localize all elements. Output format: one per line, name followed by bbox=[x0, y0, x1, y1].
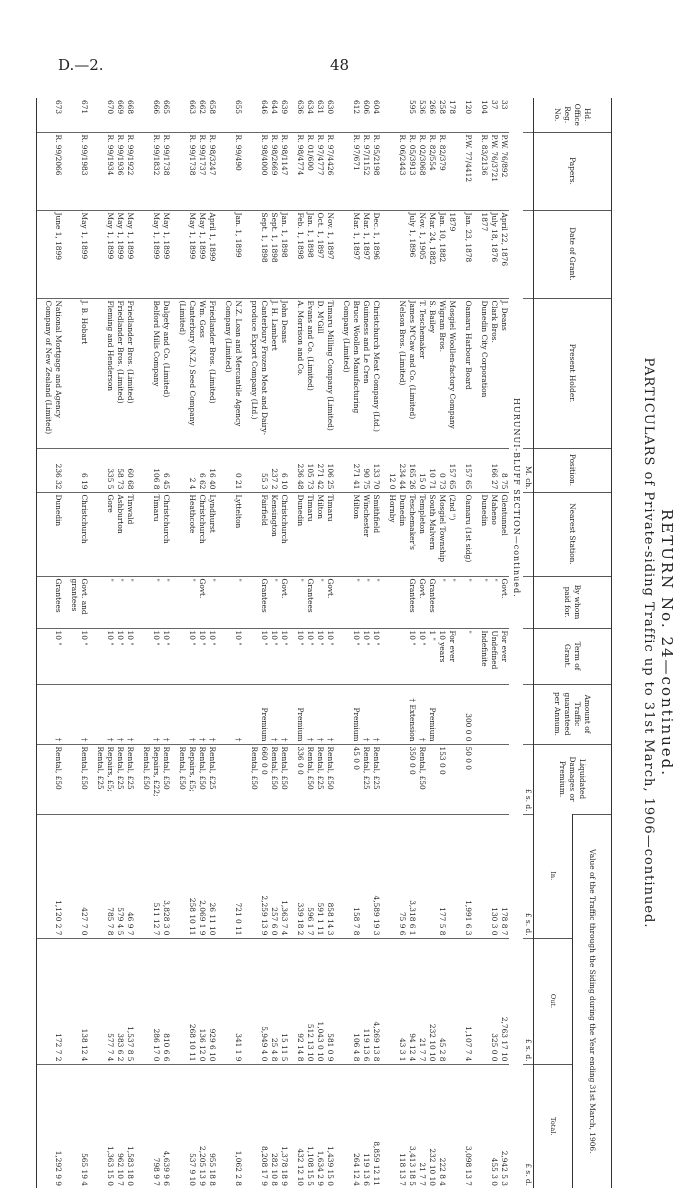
cell-total: 222 8 4 232 10 10 21 7 7 3,413 18 5 118 13 7 bbox=[387, 1064, 457, 1188]
cell-out: 4,269 13 8 119 13 6 106 4 8 bbox=[341, 938, 381, 1064]
cell-damages: Rental, £25 Rental, £50 Repairs, £5; Rental, £50 bbox=[177, 744, 217, 814]
cell-in: 177 5 8 3,318 6 1 75 9 6 bbox=[387, 814, 457, 938]
cell-reg: 33 37 104 bbox=[480, 100, 509, 115]
cell-holder: Friedlander Bros. (Limited) Wm. Goss Canterbury (N.Z.) Seed Company (Limited) bbox=[177, 298, 217, 448]
cell-station: Dunedin bbox=[43, 492, 63, 576]
cell-holder: Mosgiel Woollen-factory Company Wigram Bros. S. Bailey T. Teschemaker James M'Caw and Co. (Limited) Nelson Bros. (Limited) bbox=[387, 298, 457, 448]
cell-total: 1,439 15 0 1,634 2 9 1,108 15 5 432 12 10 bbox=[295, 1064, 335, 1188]
cell-pos: 0 21 bbox=[223, 448, 243, 492]
cell-holder: Friedlander Bros. (Limited) Friedlander Bros. (Limited) Fleming and Henderson bbox=[95, 298, 135, 448]
cell-reg: 630 631 634 636 bbox=[296, 100, 335, 115]
cell-pos: 157 65 0 73 10 71 15 0 165 26 234 44 12 0 bbox=[387, 448, 457, 492]
cell-in: 1,991 6 3 bbox=[463, 814, 473, 938]
col-amount: Amount of Traffic guaranteed per Annum. bbox=[534, 684, 612, 744]
cell-date: Jan. 1, 1899 bbox=[223, 210, 243, 298]
cell-damages: Rental, £25 Rental, £25 Repairs, £5; Rental, £25 bbox=[95, 744, 135, 814]
cell-total: 1,292 9 9 bbox=[43, 1064, 63, 1188]
cell-damages: Rental, £50 bbox=[43, 744, 63, 814]
cell-out: 929 6 10 136 12 0 268 10 11 bbox=[177, 938, 217, 1064]
return-title: RETURN No. 24—continued. bbox=[658, 508, 676, 778]
cell-amount: † † † bbox=[95, 684, 135, 744]
cell-papers: R. 99/2066 bbox=[43, 132, 63, 210]
cell-amount bbox=[479, 684, 509, 744]
cell-out: 1,107 7 4 bbox=[463, 938, 473, 1064]
cell-reg: 178 258 266 536 595 bbox=[408, 100, 457, 115]
cell-station: Glentunnel Maheno Dunedin bbox=[479, 492, 509, 576]
cell-station: Smithfield Winchester Milton bbox=[341, 492, 381, 576]
cell-pos: 8 75 166 27 bbox=[479, 448, 509, 492]
table-row bbox=[479, 98, 509, 1188]
cell-total: 2,942 5 3 455 3 0 bbox=[479, 1064, 509, 1188]
cell-in: 46 9 7 579 4 5 785 7 8 bbox=[95, 814, 135, 938]
cell-paid: " bbox=[463, 576, 473, 628]
cell-term: 10 " bbox=[69, 628, 89, 684]
cell-station: Oamaru (1st sidg) bbox=[463, 492, 473, 576]
cell-paid: Govt. " " bbox=[479, 576, 509, 628]
cell-term: " bbox=[463, 628, 473, 684]
cell-amount: † bbox=[69, 684, 89, 744]
cell-papers: R. 98/1147 R. 98/2669 R. 98/4000 bbox=[249, 132, 289, 210]
return-subtitle: PARTICULARS of Private-siding Traffic up to 31st March, 1906—continued. bbox=[641, 357, 656, 929]
cell-total: 1,062 2 8 bbox=[223, 1064, 243, 1188]
col-position: Position. bbox=[534, 448, 612, 492]
cell-in: 858 14 3 591 1 11 596 1 7 339 18 2 bbox=[295, 814, 335, 938]
table-row bbox=[95, 98, 135, 1188]
cell-in: 26 11 10 2,069 1 9 258 10 11 bbox=[177, 814, 217, 938]
cell-amount: † † Premium bbox=[249, 684, 289, 744]
cell-total: 3,098 13 7 bbox=[463, 1064, 473, 1188]
cell-paid: Govt. " Grantees " bbox=[295, 576, 335, 628]
cell-total: 4,639 9 6 798 9 7 bbox=[141, 1064, 171, 1188]
cell-pos: 6 45 106 8 bbox=[141, 448, 171, 492]
cell-total: 8,859 12 11 119 13 6 264 12 4 bbox=[341, 1064, 381, 1188]
cell-paid: " bbox=[223, 576, 243, 628]
cell-date: May 1, 1899 May 1, 1899 bbox=[141, 210, 171, 298]
cell-in: 427 7 0 bbox=[69, 814, 89, 938]
page-left-label: D.—2. bbox=[58, 56, 104, 74]
cell-papers: R. 95/2198 R. 97/1152 R. 97/671 bbox=[341, 132, 381, 210]
cell-out: 172 7 2 bbox=[43, 938, 63, 1064]
cell-total: 1,378 18 9 282 10 8 8,208 17 9 bbox=[249, 1064, 289, 1188]
cell-reg: 658 662 663 bbox=[188, 100, 217, 115]
cell-date: May 1, 1899 May 1, 1899 May 1, 1899 bbox=[95, 210, 135, 298]
cell-pos: 106 25 271 42 105 73 236 48 bbox=[295, 448, 335, 492]
cell-paid: " Govt. " bbox=[177, 576, 217, 628]
cell-pos: 157 65 bbox=[463, 448, 473, 492]
cell-in: 4,589 19 3 158 7 8 bbox=[341, 814, 381, 938]
cell-paid: Govt. " Grantees bbox=[249, 576, 289, 628]
table-row bbox=[295, 98, 335, 1188]
table-row bbox=[43, 98, 63, 1188]
cell-damages: Rental, £50 Rental, £50 660 0 0 Rental, £50 bbox=[249, 744, 289, 814]
cell-pos: 133 70 90 75 271 41 bbox=[341, 448, 381, 492]
table-row bbox=[177, 98, 217, 1188]
cell-papers: R. 82/379 R. 82/554 R. 02/3068 R. 05/3913 R. 06/2443 bbox=[387, 132, 457, 210]
cell-date: April 1, 1899 May 1, 1899 May 1, 1899 bbox=[177, 210, 217, 298]
rotated-page-content bbox=[44, 98, 690, 1188]
cell-date: Jan. 1, 1898 Sept. 1, 1898 Sept. 1, 1898 bbox=[249, 210, 289, 298]
cell-reg: 673 bbox=[54, 100, 63, 115]
col-holder: Present Holder. bbox=[534, 298, 612, 448]
cell-paid: Grantees bbox=[43, 576, 63, 628]
cell-date: June 1, 1899 bbox=[43, 210, 63, 298]
cell-damages bbox=[223, 744, 243, 814]
table-row bbox=[387, 98, 457, 1188]
unit-position: M. ch. bbox=[523, 448, 534, 492]
cell-amount: † † † bbox=[177, 684, 217, 744]
cell-amount: † † bbox=[141, 684, 171, 744]
cell-papers: R. 99/1922 R. 99/1936 R. 99/1934 bbox=[95, 132, 135, 210]
cell-station: Christchurch Kensington Fairfield bbox=[249, 492, 289, 576]
col-term: Term of Grant. bbox=[534, 628, 612, 684]
cell-term: 10 " 10 " 10 " bbox=[177, 628, 217, 684]
cell-amount: 300 0 0 bbox=[463, 684, 473, 744]
cell-date: April 22, 1876 July 18, 1876 1877 bbox=[479, 210, 509, 298]
col-date: Date of Grant. bbox=[534, 210, 612, 298]
col-paid: By whom paid for. bbox=[534, 576, 612, 628]
table-row bbox=[341, 98, 381, 1188]
cell-paid: Govt. and grantees bbox=[69, 576, 89, 628]
cell-pos: 6 19 bbox=[69, 448, 89, 492]
cell-station: (2nd ") Mosgiel Township South Malvern Templeton Teschemaker's Dunedin Hornby bbox=[387, 492, 457, 576]
cell-reg: 671 bbox=[80, 100, 89, 115]
col-value-group: Value of the Traffic through the Siding during the Year ending 31st March, 1906. bbox=[573, 814, 612, 1188]
cell-out: 581 0 9 1,043 0 10 512 13 10 92 14 8 bbox=[295, 938, 335, 1064]
cell-station: Lyndhurst Christchurch Heathcote bbox=[177, 492, 217, 576]
cell-in: 1,363 7 4 257 6 0 2,259 13 9 bbox=[249, 814, 289, 938]
traffic-table bbox=[36, 98, 612, 1188]
cell-reg: 639 644 646 bbox=[260, 100, 289, 115]
cell-amount: † bbox=[223, 684, 243, 744]
cell-total: 1,583 18 0 962 10 7 1,363 15 0 bbox=[95, 1064, 135, 1188]
cell-term: For ever 10 years 1 " 10 " 10 " bbox=[387, 628, 457, 684]
cell-pos: 236 32 bbox=[43, 448, 63, 492]
cell-damages: 50 0 0 bbox=[463, 744, 473, 814]
unit-in: £ s. d. bbox=[523, 814, 534, 938]
table-row bbox=[223, 98, 243, 1188]
cell-papers: R. 99/1983 bbox=[69, 132, 89, 210]
cell-amount: Premium † † Extension bbox=[387, 684, 457, 744]
cell-total: 955 18 8 2,205 13 9 537 9 10 bbox=[177, 1064, 217, 1188]
cell-in: 3,828 3 0 511 12 7 bbox=[141, 814, 171, 938]
cell-reg: 120 bbox=[464, 100, 473, 115]
cell-term: 10 " bbox=[223, 628, 243, 684]
col-papers: Papers. bbox=[534, 132, 612, 210]
cell-station: Timaru Milton Timaru Dunedin bbox=[295, 492, 335, 576]
cell-station: Tinwald Ashburton Gore bbox=[95, 492, 135, 576]
cell-paid: " " " bbox=[95, 576, 135, 628]
cell-out: 341 1 9 bbox=[223, 938, 243, 1064]
cell-date: Nov. 1, 1897 Oct. 1, 1897 Jan. 1, 1898 Feb. 1, 1898 bbox=[295, 210, 335, 298]
col-station: Nearest Station. bbox=[534, 492, 612, 576]
cell-holder: National Mortgage and Agency Company of New Zealand (Limited) bbox=[43, 298, 63, 448]
cell-holder: Oamaru Harbour Board bbox=[463, 298, 473, 448]
cell-reg: 665 666 bbox=[152, 100, 171, 115]
col-damages: Liquidated Damages or Premium. bbox=[534, 744, 612, 814]
cell-pos: 6 10 237 2 55 3 bbox=[249, 448, 289, 492]
cell-damages: Rental, £50 Repairs, £22; Rental, £50 bbox=[141, 744, 171, 814]
cell-in: 1,120 2 7 bbox=[43, 814, 63, 938]
cell-in: 178 8 7 130 3 0 bbox=[479, 814, 509, 938]
cell-holder: John Deans J. H. Lambert Canterbury Frozen Meat and Dairy-produce Export Company (Ltd.) bbox=[249, 298, 289, 448]
cell-reg: 655 bbox=[234, 100, 243, 115]
cell-out: 2,763 17 10 325 0 0 bbox=[479, 938, 509, 1064]
cell-papers: R. 99/490 bbox=[223, 132, 243, 210]
col-total: Total. bbox=[534, 1064, 573, 1188]
cell-term: 10 " bbox=[43, 628, 63, 684]
cell-out: 45 2 8 232 10 10 21 7 7 94 12 4 43 3 1 bbox=[387, 938, 457, 1064]
cell-reg: 604 606 612 bbox=[352, 100, 381, 115]
cell-date: 1879 Jan. 10, 1882 Mar. 24, 1882 Nov. 1, 1905 July 1, 1896 bbox=[387, 210, 457, 298]
table-row bbox=[69, 98, 89, 1188]
cell-station: Christchurch Timaru bbox=[141, 492, 171, 576]
page-number: 48 bbox=[330, 56, 350, 74]
cell-out: 810 6 6 286 17 0 bbox=[141, 938, 171, 1064]
col-out: Out. bbox=[534, 938, 573, 1064]
cell-damages: Rental, £50 bbox=[69, 744, 89, 814]
cell-holder: N.Z. Loan and Mercantile Agency Company (Limited) bbox=[223, 298, 243, 448]
table-row bbox=[463, 98, 473, 1188]
cell-date: Jan. 23, 1878 bbox=[463, 210, 473, 298]
cell-term: 10 " 10 " 10 " bbox=[341, 628, 381, 684]
cell-papers: R. 98/3247 R. 99/1737 R. 99/1738 bbox=[177, 132, 217, 210]
cell-date: May 1, 1899 bbox=[69, 210, 89, 298]
cell-damages: 153 0 0 Rental, £50 350 0 0 bbox=[387, 744, 457, 814]
col-in: In. bbox=[534, 814, 573, 938]
cell-amount: † bbox=[43, 684, 63, 744]
cell-term: 10 " 10 " bbox=[141, 628, 171, 684]
cell-papers: P.W. 77/4412 bbox=[463, 132, 473, 210]
cell-paid: " " " bbox=[341, 576, 381, 628]
cell-amount: † † † Premium bbox=[295, 684, 335, 744]
cell-in: 721 0 11 bbox=[223, 814, 243, 938]
cell-out: 138 12 4 bbox=[69, 938, 89, 1064]
cell-holder: J. Deans Clark Bros. Dunedin City Corporation bbox=[479, 298, 509, 448]
table-row bbox=[249, 98, 289, 1188]
col-hd-office: Hd. Office Reg. No. bbox=[534, 98, 612, 132]
cell-papers: R. 99/1738 R. 99/1832 bbox=[141, 132, 171, 210]
unit-damages: £ s. d. bbox=[523, 744, 534, 814]
cell-reg: 668 669 670 bbox=[106, 100, 135, 115]
cell-date: Dec. 1, 1896 Mar. 1, 1897 Mar. 1, 1897 bbox=[341, 210, 381, 298]
cell-term: 10 " 10 " 10 " bbox=[95, 628, 135, 684]
cell-out: 1,537 8 5 383 6 2 577 7 4 bbox=[95, 938, 135, 1064]
cell-damages: Rental, £50 Rental, £25 Rental, £50 336 0 0 bbox=[295, 744, 335, 814]
cell-pos: 60 68 58 73 335 5 bbox=[95, 448, 135, 492]
cell-papers: R. 97/4426 R. 97/4777 R. 01/600 R. 98/4774 bbox=[295, 132, 335, 210]
cell-pos: 16 40 6 62 2 4 bbox=[177, 448, 217, 492]
cell-papers: P.W. 76/892 P.W. 76/3721 R. 83/2136 bbox=[479, 132, 509, 210]
cell-term: 10 " 10 " 10 " bbox=[249, 628, 289, 684]
cell-term: For ever Undefined Indefinite bbox=[479, 628, 509, 684]
cell-damages: Rental, £25 Rental, £25 45 0 0 bbox=[341, 744, 381, 814]
table-row bbox=[141, 98, 171, 1188]
cell-holder: Dalgety and Co. (Limited) Belford Mills Company bbox=[141, 298, 171, 448]
unit-total: £ s. d. bbox=[523, 1064, 534, 1188]
unit-out: £ s. d. bbox=[523, 938, 534, 1064]
cell-paid: " " bbox=[141, 576, 171, 628]
cell-amount: † † Premium bbox=[341, 684, 381, 744]
cell-paid: " " Grantees Govt. Grantees bbox=[387, 576, 457, 628]
cell-station: Christchurch bbox=[69, 492, 89, 576]
cell-holder: J. B. Hobart bbox=[69, 298, 89, 448]
cell-out: 15 11 5 25 4 8 5,949 4 0 bbox=[249, 938, 289, 1064]
cell-term: 10 " 10 " 10 " 10 " bbox=[295, 628, 335, 684]
cell-station: Lyttelton bbox=[223, 492, 243, 576]
cell-total: 565 19 4 bbox=[69, 1064, 89, 1188]
cell-holder: Timaru Milling Company (Limited) D. M'Gill Evans and Co. (Limited) A. Morrison and Co. bbox=[295, 298, 335, 448]
cell-holder: Christchurch Meat Company (Ltd.) Guinness and Le Cren Bruce Woollen Manufacturing Company (Limited) bbox=[341, 298, 381, 448]
section-heading: HURUNUI-BLUFF SECTION—continued. bbox=[512, 398, 521, 598]
cell-damages bbox=[479, 744, 509, 814]
